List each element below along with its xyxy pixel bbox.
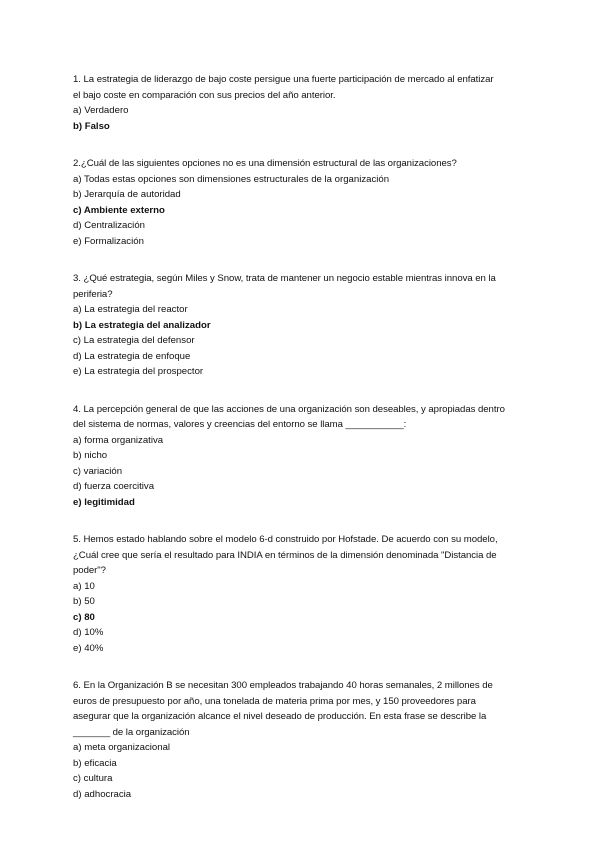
question-4 [73, 402, 533, 511]
question-text-line: el bajo coste en comparación con sus precios del año anterior. [73, 89, 336, 101]
answer-option: a) meta organizacional [73, 742, 171, 753]
question-text-line: euros de presupuesto por año, una tonelada de materia prima por mes, y 150 proveedores para [73, 695, 476, 707]
answer-option: b) 50 [73, 596, 95, 607]
answer-option: a) forma organizativa [73, 434, 164, 446]
question-text-line: 2.¿Cuál de las siguientes opciones no es una dimensión estructural de las organizaciones? [73, 158, 457, 169]
answer-option-correct: b) Falso [73, 120, 110, 132]
answer-option-correct: c) Ambiente externo [73, 204, 165, 216]
answer-option: c) La estrategia del defensor [73, 335, 195, 346]
answer-option: e) Formalización [73, 235, 144, 247]
question-6 [73, 678, 533, 802]
answer-option: e) 40% [73, 642, 104, 654]
question-2 [73, 156, 533, 249]
question-text-line: poder"? [73, 565, 106, 576]
answer-option: a) Todas estas opciones son dimensiones estructurales de la organización [73, 173, 390, 185]
question-text-line: ¿Cuál cree que sería el resultado para INDIA en términos de la dimensión denominada "Distancia de [73, 549, 497, 561]
answer-option: d) La estrategia de enfoque [73, 350, 191, 362]
answer-option: d) adhocracia [73, 788, 132, 800]
answer-option: b) Jerarquía de autoridad [73, 189, 181, 200]
question-text-line: del sistema de normas, valores y creencias del entorno se llama ___________: [73, 419, 407, 430]
question-text-line: periferia? [73, 288, 113, 300]
question-text-line: 6. En la Organización B se necesitan 300 empleados trabajando 40 horas semanales, 2 millones de [73, 680, 493, 691]
answer-option-correct: c) 80 [73, 611, 95, 623]
answer-option: a) 10 [73, 580, 95, 592]
answer-option: d) fuerza coercitiva [73, 481, 155, 492]
question-text-line: 4. La percepción general de que las acciones de una organización son deseables, y apropiadas dentro [73, 403, 505, 415]
answer-option: d) 10% [73, 627, 104, 638]
question-3 [73, 271, 533, 380]
question-text-line: asegurar que la organización alcance el nivel deseado de producción. En esta frase se describe la [73, 711, 487, 722]
answer-option: b) eficacia [73, 757, 117, 769]
answer-option: d) Centralización [73, 220, 145, 231]
answer-option: a) La estrategia del reactor [73, 304, 188, 315]
answer-option: a) Verdadero [73, 105, 129, 116]
answer-option: c) cultura [73, 773, 113, 784]
document-page [73, 72, 533, 824]
answer-option-correct: e) legitimidad [73, 496, 135, 508]
question-text-line: 3. ¿Qué estrategia, según Miles y Snow, trata de mantener un negocio estable mientras innova en la [73, 273, 496, 284]
question-text-line: 1. La estrategia de liderazgo de bajo coste persigue una fuerte participación de mercado al enfatizar [73, 74, 494, 85]
answer-option: c) variación [73, 465, 123, 477]
answer-option: b) nicho [73, 450, 108, 461]
answer-option-correct: b) La estrategia del analizador [73, 319, 211, 331]
question-1 [73, 72, 533, 134]
answer-option: e) La estrategia del prospector [73, 366, 204, 377]
question-text-line: _______ de la organización [73, 726, 190, 738]
question-5 [73, 532, 533, 656]
question-text-line: 5. Hemos estado hablando sobre el modelo 6-d construido por Hofstade. De acuerdo con su modelo, [73, 534, 498, 545]
